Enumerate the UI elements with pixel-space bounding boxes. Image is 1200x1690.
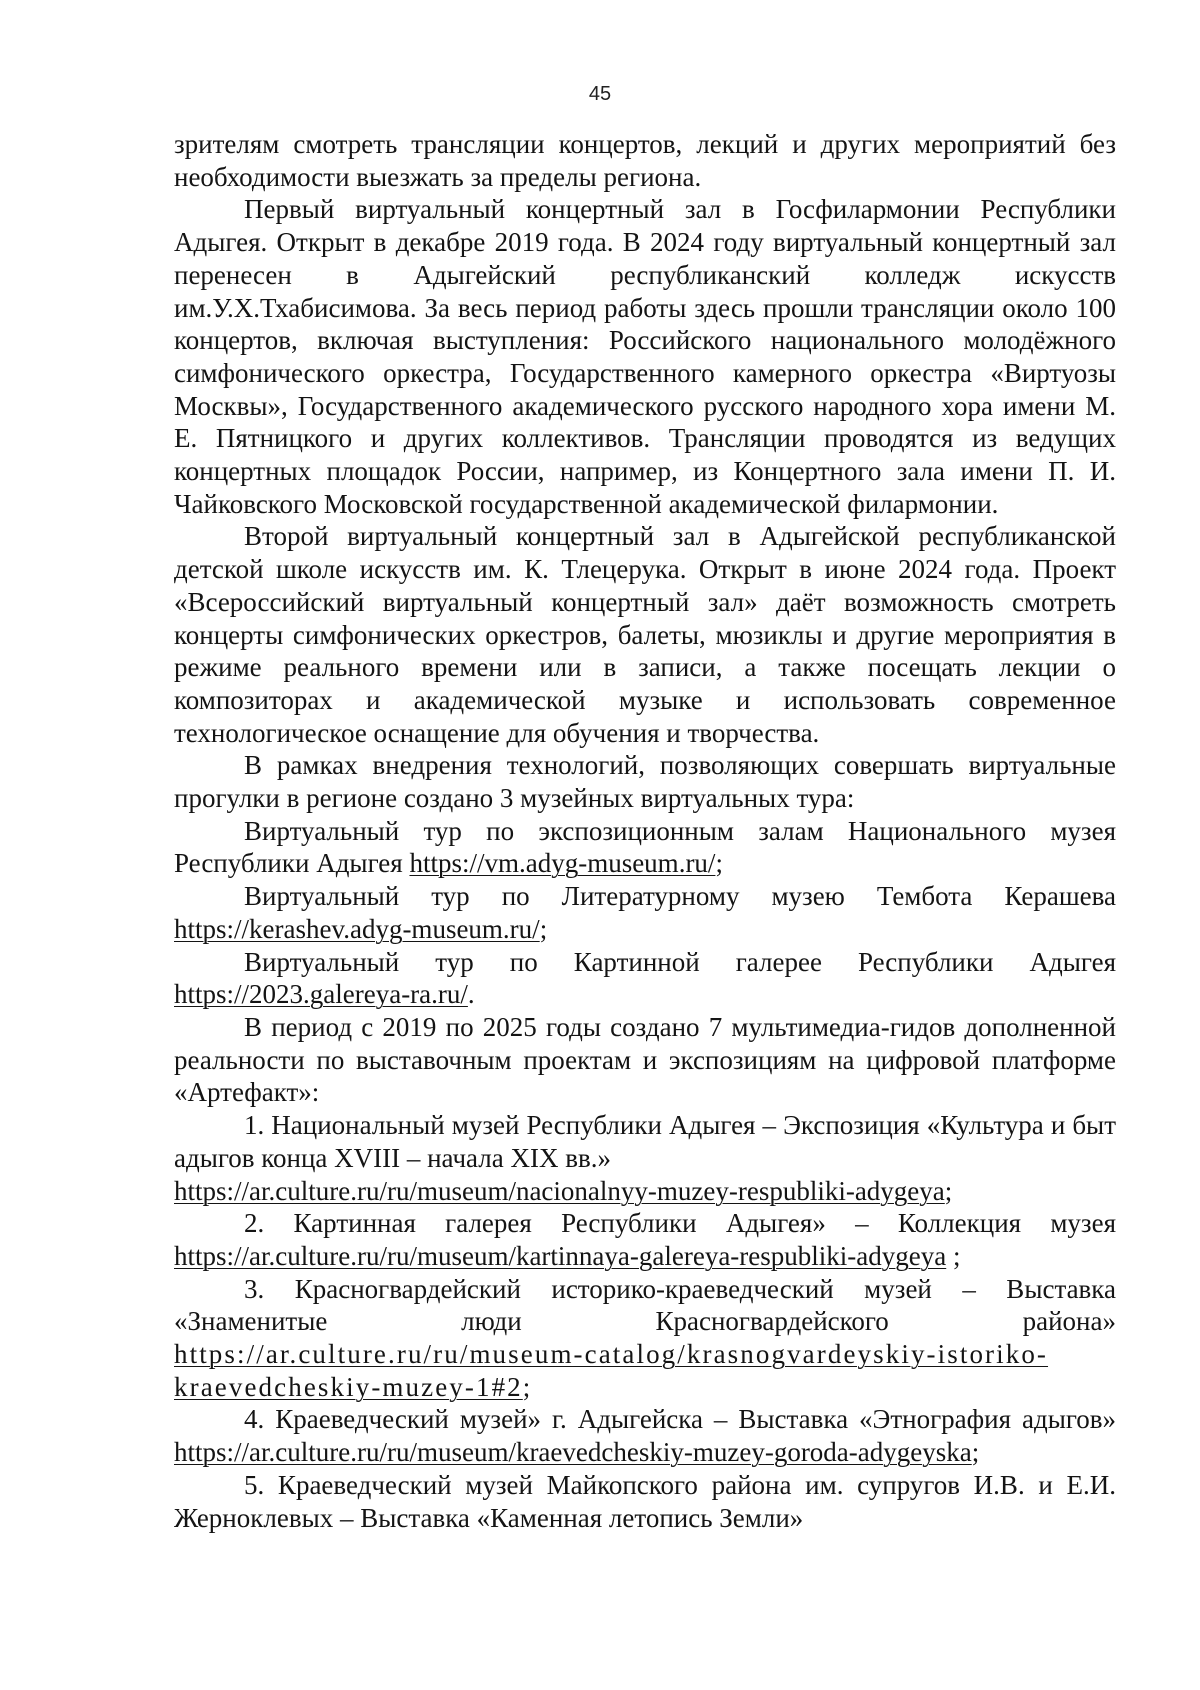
tour-link[interactable]: https://2023.galereya-ra.ru/ bbox=[174, 979, 468, 1010]
punctuation: ; bbox=[944, 1175, 953, 1206]
item-link[interactable]: https://ar.culture.ru/ru/museum-catalog/krasnogvardeyskiy-istoriko-kraevedcheskiy-muzey-1#2 bbox=[174, 1339, 1049, 1402]
list-item-tour-national-museum bbox=[174, 815, 1116, 880]
item-description: 1. Национальный музей Республики Адыгея – Экспозиция «Культура и быт адыгов конца XVIII – начала XIX вв.» bbox=[174, 1110, 1116, 1173]
punctuation: ; bbox=[971, 1437, 980, 1468]
paragraph-second-virtual-hall: Второй виртуальный концертный зал в Адыгейской республиканской детской школе искусств им. К. Тлецерука. Открыт в июне 2024 года. Проект «Всероссийский виртуальный концертный зал» даёт возможность смотреть концерты симфонических оркестров, балеты, мюзиклы и другие мероприятия в режиме реального времени или в записи, а также посещать лекции о композиторах и академической музыке и использовать современное технологическое оснащение для обучения и творчества. bbox=[174, 521, 1116, 748]
list-item-adygeysk-museum bbox=[174, 1403, 1116, 1468]
punctuation: ; bbox=[522, 1371, 531, 1402]
paragraph-virtual-tours-intro: В рамках внедрения технологий, позволяющих совершать виртуальные прогулки в регионе создано 3 музейных виртуальных тура: bbox=[174, 750, 1116, 814]
list-item-maikop-district-museum: 5. Краеведческий музей Майкопского района им. супругов И.В. и Е.И. Жерноклевых – Выставка «Каменная летопись Земли» bbox=[174, 1469, 1116, 1533]
tour-description: Виртуальный тур по экспозиционным залам Национального музея Республики Адыгея bbox=[174, 815, 1116, 879]
tour-description: Виртуальный тур по Картинной галерее Республики Адыгея bbox=[244, 946, 1116, 977]
paragraph-multimedia-guides-intro: В период с 2019 по 2025 годы создано 7 мультимедиа-гидов дополненной реальности по выставочным проектам и экспозициям на цифровой платформе «Артефакт»: bbox=[174, 1011, 1116, 1108]
item-description: 3. Красногвардейский историко-краеведческий музей – Выставка «Знаменитые люди Красногвардейского района» bbox=[174, 1273, 1116, 1337]
paragraph-continuation: зрителям смотреть трансляции концертов, лекций и других мероприятий без необходимости выезжать за пределы региона. bbox=[174, 129, 1116, 192]
item-link[interactable]: https://ar.culture.ru/ru/museum/kartinnaya-galereya-respubliki-adygeya bbox=[174, 1240, 947, 1271]
item-link[interactable]: https://ar.culture.ru/ru/museum/kraevedcheskiy-muzey-goroda-adygeyska bbox=[174, 1437, 972, 1468]
punctuation: ; bbox=[539, 913, 548, 944]
page-number: 45 bbox=[588, 83, 612, 105]
list-item-tour-literary-museum bbox=[174, 880, 1116, 945]
item-description: 2. Картинная галерея Республики Адыгея» – Коллекция музея bbox=[244, 1208, 1116, 1239]
punctuation: . bbox=[467, 979, 475, 1010]
tour-link[interactable]: https://vm.adyg-museum.ru/ bbox=[409, 848, 716, 879]
list-item-tour-art-gallery bbox=[174, 946, 1116, 1011]
tour-description: Виртуальный тур по Литературному музею Тембота Керашева bbox=[244, 881, 1116, 912]
punctuation: ; bbox=[946, 1240, 961, 1271]
item-link[interactable]: https://ar.culture.ru/ru/museum/nacionalnyy-muzey-respubliki-adygeya bbox=[174, 1175, 945, 1206]
paragraph-first-virtual-hall: Первый виртуальный концертный зал в Госфилармонии Республики Адыгея. Открыт в декабре 2019 года. В 2024 году виртуальный концертный зал перенесен в Адыгейский республиканский колледж искусств им.У.Х.Тхабисимова. За весь период работы здесь прошли трансляции около 100 концертов, включая выступления: Российского национального молодёжного симфонического оркестра, Государственного камерного оркестра «Виртуозы Москвы», Государственного академического русского народного хора имени М. Е. Пятницкого и других коллективов. Трансляции проводятся из ведущих концертных площадок России, например, из Концертного зала имени П. И. Чайковского Московской государственной академической филармонии. bbox=[174, 194, 1116, 519]
punctuation: ; bbox=[715, 848, 723, 879]
tour-link[interactable]: https://kerashev.adyg-museum.ru/ bbox=[174, 913, 540, 944]
list-item-national-museum-exhibition bbox=[174, 1109, 1116, 1207]
item-description: 4. Краеведческий музей» г. Адыгейска – Выставка «Этнография адыгов» bbox=[244, 1404, 1116, 1435]
list-item-art-gallery-collection bbox=[174, 1207, 1116, 1272]
list-item-krasnogvardeysky-museum bbox=[174, 1273, 1116, 1404]
